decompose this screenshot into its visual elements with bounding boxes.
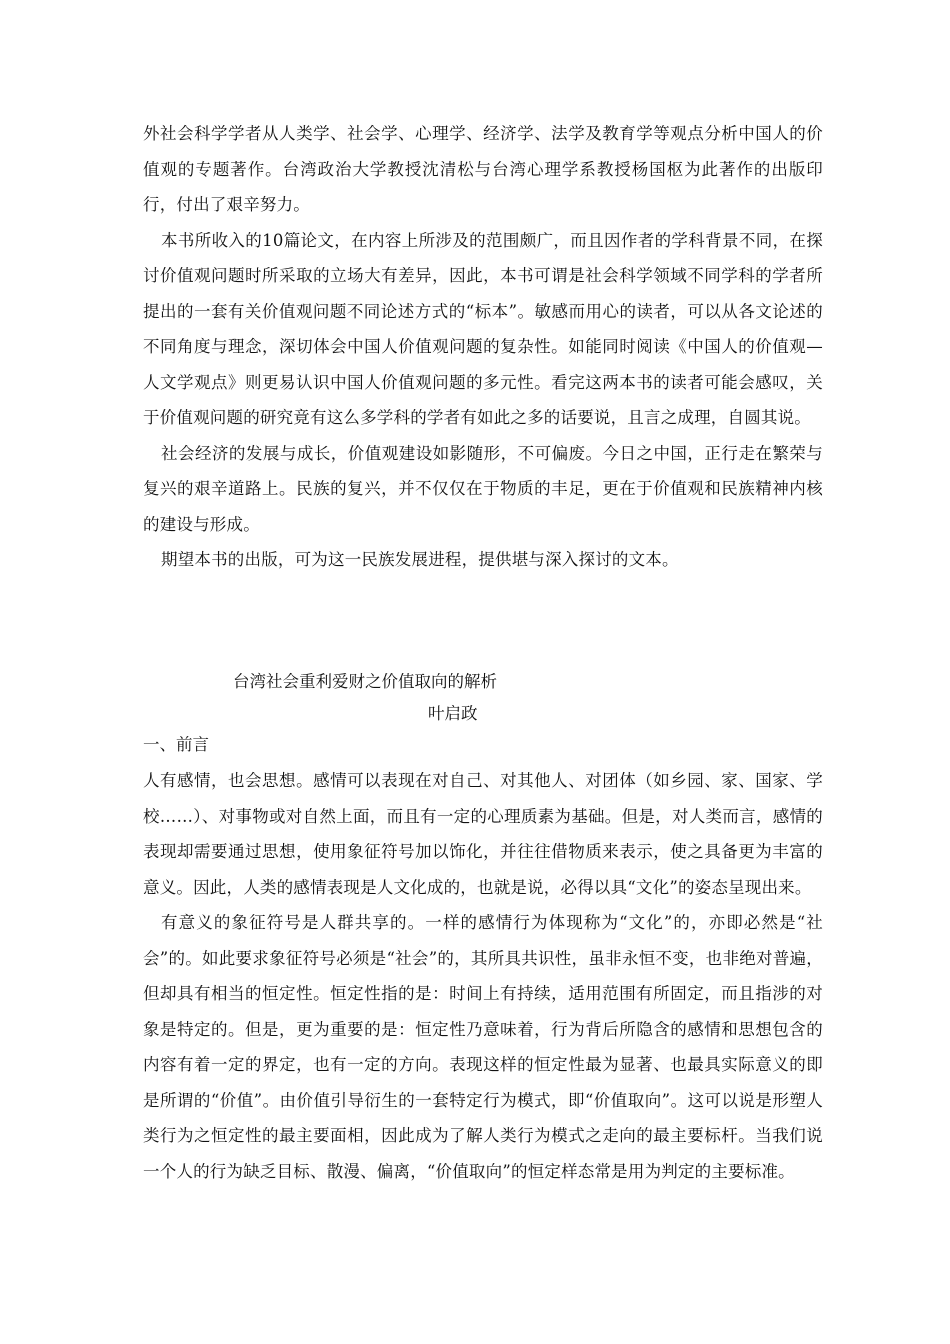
essay-author: 叶启政 xyxy=(428,704,478,723)
essay-paragraph-2: 有意义的象征符号是人群共享的。一样的感情行为体现称为“文化”的，亦即必然是“社会”的。如此要求象征符号必须是“社会”的，其所具共识性，虽非永恒不变，也非绝对普遍，但却具有相当的恒定性。恒定性指的是：时间上有持续，适用范围有所固定，而且指涉的对象是特定的。但是，更为重要的是：恒定性乃意味着，行为背后所隐含的感情和思想包含的内容有着一定的界定，也有一定的方向。表现这样的恒定性最为显著、也最具实际意义的即是所谓的“价值”。由价值引导衍生的一套特定行为模式，即“价值取向”。这可以说是形塑人类行为之恒定性的最主要面相，因此成为了解人类行为模式之走向的最主要标杆。当我们说一个人的行为缺乏目标、散漫、偏离，“价值取向”的恒定样态常是用为判定的主要标准。 xyxy=(143,913,823,1181)
section-heading: 一、前言 xyxy=(143,735,209,754)
intro-paragraph-3: 社会经济的发展与成长，价值观建设如影随形，不可偏废。今日之中国，正行走在繁荣与复兴的艰辛道路上。民族的复兴，并不仅仅在于物质的丰足，更在于价值观和民族精神内核的建设与形成。 xyxy=(143,443,823,534)
intro-section xyxy=(143,116,823,578)
essay-body xyxy=(143,763,823,1189)
essay-title: 台湾社会重利爱财之价值取向的解析 xyxy=(233,672,497,691)
intro-paragraph-1: 外社会科学学者从人类学、社会学、心理学、经济学、法学及教育学等观点分析中国人的价值观的专题著作。台湾政治大学教授沈清松与台湾心理学系教授杨国枢为此著作的出版印行，付出了艰辛努力。 xyxy=(143,124,823,214)
intro-paragraph-2: 本书所收入的10篇论文，在内容上所涉及的范围颇广，而且因作者的学科背景不同，在探讨价值观问题时所采取的立场大有差异，因此，本书可谓是社会科学领域不同学科的学者所提出的一套有关价值观问题不同论述方式的“标本”。敏感而用心的读者，可以从各文论述的不同角度与理念，深切体会中国人价值观问题的复杂性。如能同时阅读《中国人的价值观—人文学观点》则更易认识中国人价值观问题的多元性。看完这两本书的读者可能会感叹，关于价值观问题的研究竟有这么多学科的学者有如此之多的话要说，且言之成理，自圆其说。 xyxy=(143,230,823,427)
intro-paragraph-4: 期望本书的出版，可为这一民族发展进程，提供堪与深入探讨的文本。 xyxy=(161,550,679,569)
essay-paragraph-1: 人有感情，也会思想。感情可以表现在对自己、对其他人、对团体（如乡园、家、国家、学校……）、对事物或对自然上面，而且有一定的心理质素为基础。但是，对人类而言，感情的表现却需要通过思想，使用象征符号加以饰化，并往往借物质来表示，使之具备更为丰富的意义。因此，人类的感情表现是人文化成的，也就是说，必得以具“文化”的姿态呈现出来。 xyxy=(143,771,823,897)
